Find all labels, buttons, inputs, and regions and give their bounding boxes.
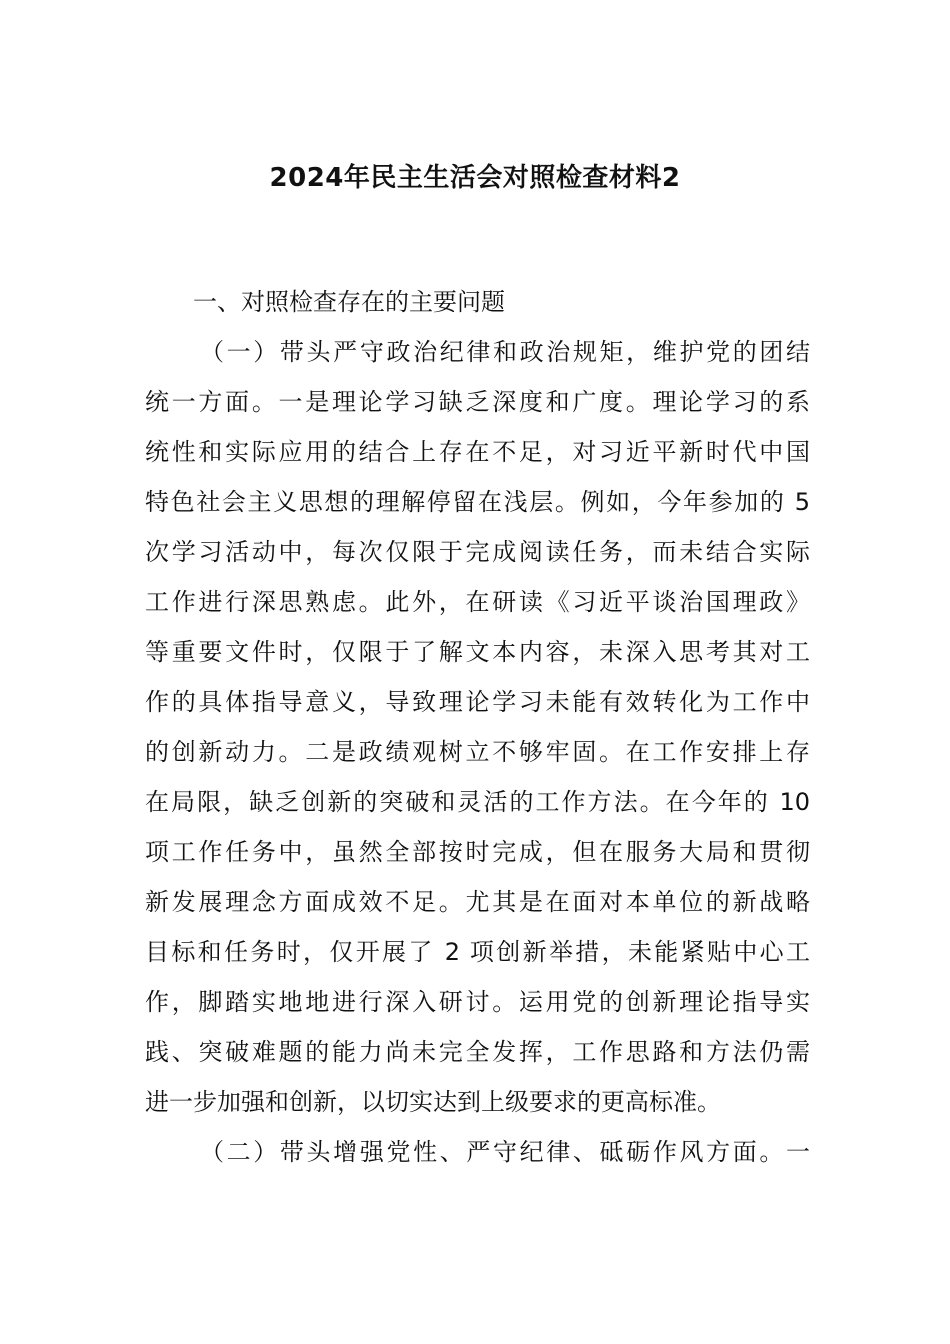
paragraph-line: 特色社会主义思想的理解停留在浅层。例如，今年参加的 5 (145, 488, 810, 516)
paragraph-line: （一）带头严守政治纪律和政治规矩，维护党的团结 (200, 338, 810, 366)
paragraph-line: 等重要文件时，仅限于了解文本内容，未深入思考其对工 (145, 638, 810, 666)
paragraph-line: （二）带头增强党性、严守纪律、砥砺作风方面。一 (200, 1138, 810, 1166)
paragraph-line: 在局限，缺乏创新的突破和灵活的工作方法。在今年的 10 (145, 788, 810, 816)
paragraph-line: 工作进行深思熟虑。此外，在研读《习近平谈治国理政》 (145, 588, 810, 616)
paragraph-line: 作，脚踏实地地进行深入研讨。运用党的创新理论指导实 (145, 988, 810, 1016)
section-heading: 一、对照检查存在的主要问题 (193, 288, 505, 316)
paragraph-line: 践、突破难题的能力尚未完全发挥，工作思路和方法仍需 (145, 1038, 810, 1066)
paragraph-line: 项工作任务中，虽然全部按时完成，但在服务大局和贯彻 (145, 838, 810, 866)
paragraph-line: 进一步加强和创新，以切实达到上级要求的更高标准。 (145, 1088, 721, 1116)
paragraph-line: 新发展理念方面成效不足。尤其是在面对本单位的新战略 (145, 888, 810, 916)
paragraph-line: 的创新动力。二是政绩观树立不够牢固。在工作安排上存 (145, 738, 810, 766)
paragraph-line: 作的具体指导意义，导致理论学习未能有效转化为工作中 (145, 688, 810, 716)
paragraph-line: 统一方面。一是理论学习缺乏深度和广度。理论学习的系 (145, 388, 810, 416)
paragraph-line: 次学习活动中，每次仅限于完成阅读任务，而未结合实际 (145, 538, 810, 566)
paragraph-line: 目标和任务时，仅开展了 2 项创新举措，未能紧贴中心工 (145, 938, 810, 966)
paragraph-line: 统性和实际应用的结合上存在不足，对习近平新时代中国 (145, 438, 810, 466)
document-title: 2024年民主生活会对照检查材料2 (269, 163, 681, 193)
